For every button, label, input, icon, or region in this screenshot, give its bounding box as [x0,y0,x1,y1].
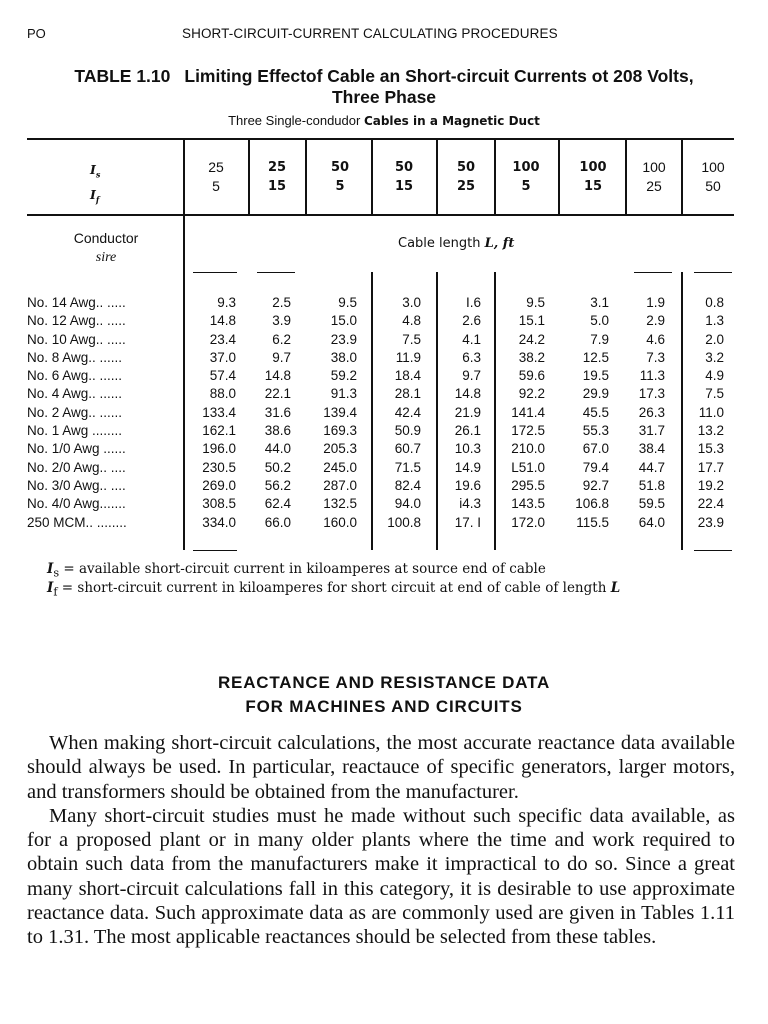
column-if: 15 [583,179,603,194]
column-header [563,158,623,196]
conductor-size-cell: No. 14 Awg.. ..... [27,295,126,310]
current-value-cell: 62.4 [264,496,291,512]
current-value-cell: 22.1 [264,386,291,402]
current-value-cell: 287.0 [323,477,357,493]
current-value-cell: 1.3 [705,313,724,329]
current-value-cell: 21.9 [454,404,481,420]
current-value-cell: 115.5 [576,514,609,530]
current-value-cell: 3.9 [272,313,291,329]
current-value-cell: 169.3 [323,423,357,439]
column-if: 15 [267,179,287,194]
if-symbol: I [90,186,96,202]
current-value-cell: 38.0 [330,349,357,365]
current-value-cell: 23.4 [209,331,236,347]
footnote-is-subscript: s [53,566,60,580]
column-is: 50 [394,160,414,175]
current-value-cell: 106.8 [575,496,609,512]
current-value-cell: 45.5 [582,404,609,420]
conductor-size-cell: No. 1/0 Awg ...... [27,441,126,457]
column-if: 25 [646,178,662,194]
column-is: 100 [512,160,540,175]
table-top-rule [27,138,734,140]
cable-length-label: Cable length [398,236,485,251]
col-divider [371,138,373,214]
current-value-cell: 4.1 [462,331,481,347]
current-value-cell: 334.0 [202,514,236,530]
current-value-cell: 6.3 [462,349,481,365]
current-value-cell: 9.3 [217,295,236,310]
current-value-cell: 91.3 [330,386,357,402]
current-value-cell: 38.2 [518,349,545,365]
current-value-cell: 19.2 [697,477,724,493]
current-value-cell: 66.0 [264,514,291,530]
conductor-size-cell: No. 4 Awg.. ...... [27,386,123,402]
conductor-size-cell: No. 8 Awg.. ...... [27,349,123,365]
current-value-cell: 60.7 [394,441,421,457]
current-value-cell: 172.0 [511,514,545,530]
column-is: 100 [701,159,725,175]
current-value-cell: 14.9 [454,459,481,475]
column-dash [634,272,672,273]
current-value-cell: 143.5 [511,496,545,512]
current-value-cell: 50.9 [394,423,421,439]
current-value-cell: 88.0 [209,386,236,402]
conductor-size-cell: No. 10 Awg.. ..... [27,331,126,347]
column-dash [694,272,732,273]
column-header [624,158,684,196]
table-title-line2: Three Phase [331,87,437,107]
current-value-cell: 31.6 [264,404,291,420]
current-value-cell: 133.4 [202,404,236,420]
column-header [496,158,556,196]
current-value-cell: 94.0 [394,496,421,512]
current-value-cell: 17.3 [638,386,665,402]
size-label: sire [95,250,117,265]
current-value-cell: I.6 [465,295,481,310]
current-value-cell: 67.0 [582,441,609,457]
section-heading [0,671,768,719]
column-header [436,158,496,196]
current-value-cell: 17. I [454,514,481,530]
column-header [374,158,434,196]
current-value-cell: 3.2 [705,349,724,365]
current-value-cell: 23.9 [330,331,357,347]
conductor-size-cell: No. 3/0 Awg.. .... [27,477,126,493]
conductor-size-cell: 250 MCM.. ........ [27,514,127,530]
column-is: 50 [456,160,476,175]
current-value-cell: 12.5 [582,349,609,365]
current-value-cell: 9.7 [462,368,481,384]
paragraph-2: Many short-circuit studies must he made without such specific data available, as for a proposed plant or in many older plants where the time and work required to obtain such data from the manufacturers make it impractical to do so. Since a great many short-circuit calculations fall in this category, it is desirable to use approximate reactance data. Such approximate data as are commonly used are given in Tables 1.11 to 1.31. The most applicable reactances should be selected from these tables. [27,804,735,949]
paragraph-1: When making short-circuit calculations, the most accurate reactance data available should always be used. In particular, reactauce of specific generators, larger motors, and transformers should be obtained from the manufacturer. [27,732,735,803]
conductor-size-cell: No. 4/0 Awg....... [27,496,126,512]
column-is: 25 [208,159,224,175]
current-value-cell: 29.9 [582,386,609,402]
col-divider [681,272,683,550]
current-value-cell: 2.6 [462,313,481,329]
col-divider [436,272,438,550]
current-value-cell: 7.9 [590,331,609,347]
current-value-cell: 56.2 [264,477,291,493]
current-value-cell: 44.0 [264,441,291,457]
current-value-cell: 55.3 [582,423,609,439]
current-value-cell: 31.7 [638,423,665,439]
current-value-cell: i4.3 [459,496,481,512]
current-value-cell: 2.0 [705,331,724,347]
column-if: 15 [394,179,414,194]
footnote-if-symbol: I [47,580,54,596]
current-value-cell: 37.0 [209,349,236,365]
current-value-cell: 11.3 [639,368,665,384]
current-value-cell: 10.3 [454,441,481,457]
if-subscript: f [95,194,100,204]
table-subtitle [0,113,768,128]
body-text [27,731,735,950]
current-value-cell: 44.7 [638,459,665,475]
current-value-cell: 18.4 [394,368,421,384]
current-value-cell: 100.8 [387,514,421,530]
current-value-cell: 7.5 [402,331,421,347]
section-heading-line1: REACTANCE AND RESISTANCE DATA [217,673,551,692]
current-value-cell: 14.8 [209,313,236,329]
current-value-cell: 9.5 [338,295,357,310]
column-header [683,158,743,196]
table-subtitle-bold: Cables in a Magnetic Duct [363,114,540,128]
current-value-cell: 13.2 [697,423,724,439]
column-if: 5 [335,179,345,194]
conductor-size-cell: No. 12 Awg.. ..... [27,313,126,329]
current-value-cell: 92.7 [582,477,609,493]
current-value-cell: 11.9 [395,349,421,365]
cable-length-heading [398,236,514,251]
table-title [0,66,768,108]
current-value-cell: 59.5 [638,496,665,512]
current-value-cell: 50.2 [264,459,291,475]
page-number: PO [27,26,46,41]
col-divider [494,272,496,550]
footnote-if-length: L [610,580,621,596]
current-value-cell: 5.0 [590,313,609,329]
current-value-cell: 172.5 [511,423,545,439]
col-divider [371,272,373,550]
current-value-cell: 9.7 [272,349,291,365]
column-is: 100 [642,159,666,175]
current-value-cell: 19.6 [454,477,481,493]
current-value-cell: 26.3 [638,404,665,420]
current-symbols-heading [90,160,100,209]
current-value-cell: 7.3 [646,349,665,365]
current-value-cell: 15.1 [518,313,545,329]
current-value-cell: 64.0 [638,514,665,530]
conductor-size-cell: No. 2 Awg.. ...... [27,404,123,420]
column-header [310,158,370,196]
column-header [186,158,246,196]
current-value-cell: 71.5 [394,459,421,475]
column-is: 50 [330,160,350,175]
current-value-cell: 6.2 [272,331,291,347]
is-symbol: I [90,162,96,177]
current-value-cell: 1.9 [646,295,665,310]
table-subtitle-plain: Three Single-condudor [228,113,364,128]
current-value-cell: 42.4 [394,404,421,420]
is-subscript: s [95,169,101,180]
current-value-cell: 38.4 [638,441,665,457]
footnote-if-text: = short-circuit current in kiloamperes for short circuit at end of cable of length [57,580,611,596]
conductor-size-cell: No. 2/0 Awg.. .... [27,459,126,475]
footnote-if [47,579,620,602]
current-value-cell: 308.5 [202,496,236,512]
conductor-size-cell: No. 6 Awg.. ...... [27,368,123,384]
column-is: 25 [267,160,287,175]
footnote-is-text: = available short-circuit current in kiloamperes at source end of cable [59,561,546,577]
current-value-cell: 295.5 [511,477,545,493]
current-value-cell: 79.4 [582,459,609,475]
current-value-cell: 28.1 [394,386,421,402]
current-value-cell: 4.6 [646,331,665,347]
column-if: 50 [705,178,721,194]
conductor-label: Conductor [73,230,139,246]
current-value-cell: 4.8 [402,313,421,329]
conductor-size-heading [27,229,185,267]
cable-length-variable: L, ft [484,236,515,251]
current-value-cell: 82.4 [394,477,421,493]
current-value-cell: 11.0 [698,404,724,420]
column-dash [694,550,732,551]
current-value-cell: 230.5 [202,459,236,475]
current-value-cell: 24.2 [518,331,545,347]
current-value-cell: 141.4 [511,404,545,420]
current-value-cell: 3.0 [402,295,421,310]
column-if: 5 [521,179,531,194]
current-value-cell: 23.9 [697,514,724,530]
footnote-if-subscript: f [53,585,58,599]
current-value-cell: 245.0 [323,459,357,475]
current-value-cell: 7.5 [705,386,724,402]
current-value-cell: 15.3 [697,441,724,457]
current-value-cell: 14.8 [454,386,481,402]
current-value-cell: 17.7 [697,459,724,475]
current-value-cell: 139.4 [323,404,357,420]
current-value-cell: 51.8 [638,477,665,493]
table-title-line1: Limiting Effectof Cable an Short-circuit Currents ot 208 Volts, [184,66,694,86]
column-dash [193,550,237,551]
running-title: SHORT-CIRCUIT-CURRENT CALCULATING PROCEDURES [182,26,558,41]
current-value-cell: 22.4 [697,496,724,512]
column-if: 5 [212,178,220,194]
col-divider [558,138,560,214]
current-value-cell: 26.1 [454,423,481,439]
current-value-cell: 210.0 [511,441,545,457]
current-value-cell: 15.0 [330,313,357,329]
column-dash [193,272,237,273]
current-value-cell: 59.6 [518,368,545,384]
current-value-cell: 14.8 [264,368,291,384]
current-value-cell: L51.0 [511,459,545,475]
table-label: TABLE 1.10 [74,66,171,86]
current-value-cell: 19.5 [582,368,609,384]
current-value-cell: 2.5 [272,295,291,310]
current-value-cell: 57.4 [209,368,236,384]
current-value-cell: 269.0 [202,477,236,493]
current-value-cell: 2.9 [646,313,665,329]
column-if: 25 [456,179,476,194]
table-header-rule [27,214,734,216]
current-value-cell: 162.1 [202,423,236,439]
current-value-cell: 38.6 [264,423,291,439]
column-dash [257,272,295,273]
current-value-cell: 0.8 [705,295,724,310]
column-header [247,158,307,196]
current-value-cell: 9.5 [526,295,545,310]
current-value-cell: 92.2 [518,386,545,402]
current-value-cell: 196.0 [202,441,236,457]
current-value-cell: 205.3 [323,441,357,457]
current-value-cell: 3.1 [590,295,609,310]
current-value-cell: 132.5 [323,496,357,512]
current-value-cell: 4.9 [705,368,724,384]
column-is: 100 [579,160,607,175]
current-value-cell: 59.2 [330,368,357,384]
footnote-is-symbol: I [47,561,54,577]
current-value-cell: 160.0 [323,514,357,530]
conductor-size-cell: No. 1 Awg ........ [27,423,123,439]
section-heading-line2: FOR MACHINES AND CIRCUITS [245,697,523,716]
